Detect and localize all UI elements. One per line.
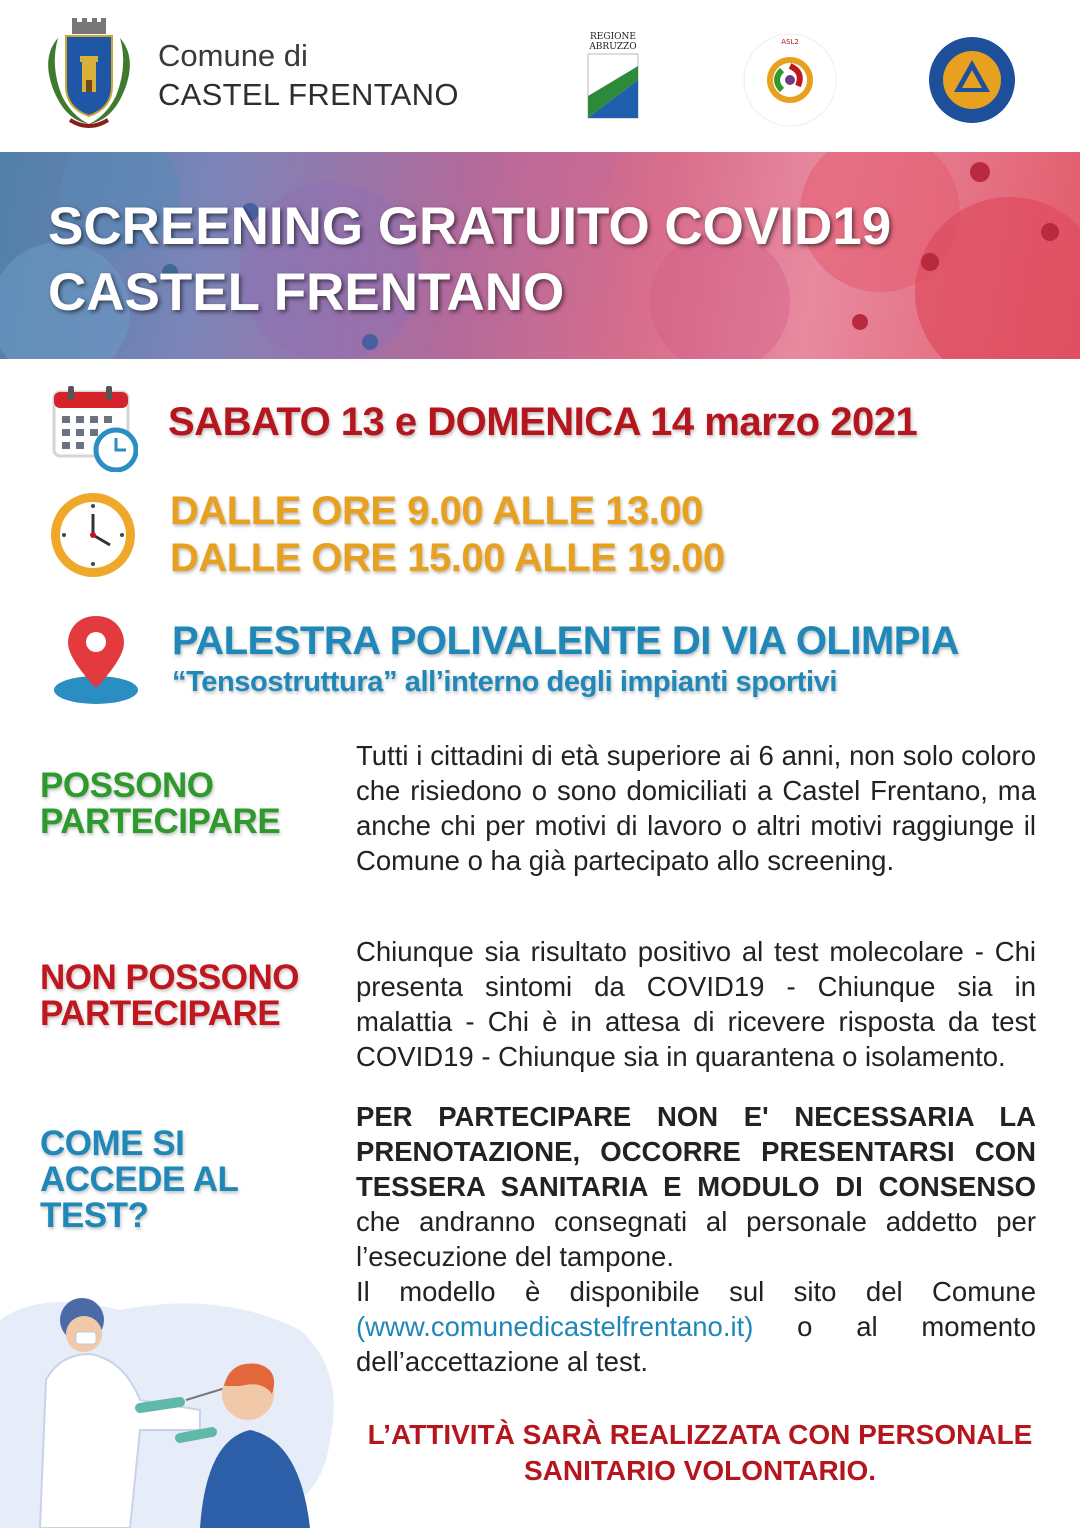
opening-hours-morning: DALLE ORE 9.00 ALLE 13.00 (170, 489, 703, 533)
who-can-title-line2: PARTECIPARE (40, 802, 281, 841)
consent-form-availability: Il modello è disponibile sul sito del Comune (356, 1276, 1036, 1307)
volunteer-note-line2: SANITARIO VOLONTARIO. (523, 1455, 877, 1486)
who-cannot-participate-text: Chiunque sia risultato positivo al test molecolare - Chi presenta sintomi da COVID19 - Chiunque sia in malattia - Chi è in attesa di ricevere risposta da test COVID19 - Chiunque sia in quarantena o isolamento. (356, 936, 1036, 1072)
banner-title-line2: CASTEL FRENTANO (48, 263, 565, 322)
location-pin-icon (52, 614, 140, 706)
coat-of-arms-logo (42, 16, 136, 136)
how-title-line1: COME SI (40, 1124, 185, 1163)
who-cannot-title-line2: PARTECIPARE (40, 994, 281, 1033)
who-cannot-participate-title (40, 960, 299, 1032)
how-to-access-delivery-note: che andranno consegnati al personale addetto per l’esecuzione del tampone. (356, 1206, 1036, 1272)
swab-test-illustration (0, 1290, 345, 1528)
how-title-line2: ACCEDE AL (40, 1160, 239, 1199)
volunteer-note-line1: L’ATTIVITÀ SARÀ REALIZZATA CON PERSONALE (367, 1419, 1033, 1450)
event-dates: SABATO 13 e DOMENICA 14 marzo 2021 (168, 400, 918, 444)
who-cannot-title-line1: NON POSSONO (40, 958, 299, 997)
svg-text:ASL2: ASL2 (781, 38, 799, 46)
how-to-access-requirements: PER PARTECIPARE NON E' NECESSARIA LA PRENOTAZIONE, OCCORRE PRESENTARSI CON TESSERA SANITARIA E MODULO DI CONSENSO (356, 1101, 1036, 1202)
banner-title (48, 194, 891, 326)
opening-hours-afternoon: DALLE ORE 15.00 ALLE 19.00 (170, 536, 725, 580)
svg-text:ABRUZZO: ABRUZZO (589, 42, 637, 52)
header (0, 0, 1080, 152)
consent-form-availability-end: o al momento dell’accettazione al test. (356, 1311, 1036, 1377)
svg-text:REGIONE: REGIONE (590, 32, 636, 42)
asl-logo (742, 32, 838, 128)
clock-icon (48, 490, 138, 580)
calendar-icon (52, 384, 138, 472)
comune-prefix: Comune di (158, 38, 308, 73)
comune-website-link[interactable]: (www.comunedicastelfrentano.it) (356, 1311, 754, 1342)
hero-banner (0, 152, 1080, 359)
venue-detail: “Tensostruttura” all’interno degli impianti sportivi (172, 666, 838, 698)
who-can-title-line1: POSSONO (40, 766, 214, 805)
who-can-participate-title (40, 768, 280, 840)
how-title-line3: TEST? (40, 1196, 149, 1235)
regione-abruzzo-logo (578, 30, 648, 122)
who-can-participate-text: Tutti i cittadini di età superiore ai 6 anni, non solo coloro che risiedono o sono domiciliati a Castel Frentano, ma anche chi per motivi di lavoro o altri motivi raggiunge il Comune o ha già partecipato allo screening. (356, 740, 1036, 876)
how-to-access-title (40, 1126, 238, 1234)
comune-name: CASTEL FRENTANO (158, 77, 459, 112)
how-to-access-text (356, 1099, 1036, 1379)
venue-name: PALESTRA POLIVALENTE DI VIA OLIMPIA (172, 619, 959, 663)
banner-title-line1: SCREENING GRATUITO COVID19 (48, 197, 892, 256)
protezione-civile-logo (928, 36, 1016, 124)
volunteer-staff-note (340, 1417, 1060, 1489)
